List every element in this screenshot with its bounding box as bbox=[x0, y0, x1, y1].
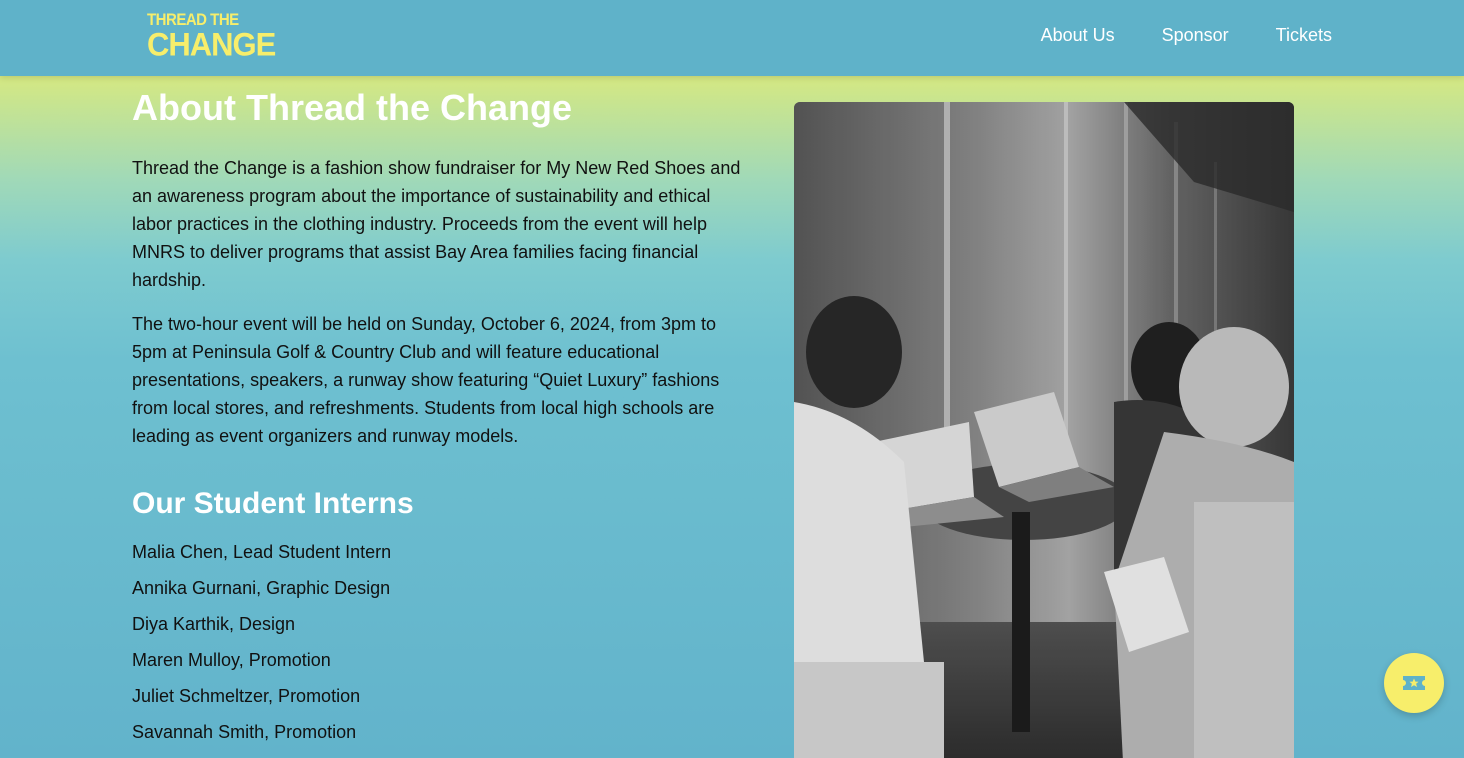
main-nav bbox=[1041, 25, 1332, 46]
list-item: Malia Chen, Lead Student Intern bbox=[132, 542, 392, 562]
list-item: Annika Gurnani, Graphic Design bbox=[132, 578, 391, 598]
site-header bbox=[0, 0, 1464, 76]
students-photo bbox=[794, 102, 1294, 758]
interns-list bbox=[132, 534, 752, 750]
nav-about-us[interactable]: About Us bbox=[1040, 25, 1115, 45]
interns-heading: Our Student Interns bbox=[132, 487, 414, 520]
logo-line-1: THREAD THE bbox=[147, 10, 239, 30]
ticket-fab-button[interactable] bbox=[1384, 653, 1444, 713]
site-logo[interactable] bbox=[147, 10, 276, 63]
nav-sponsor[interactable]: Sponsor bbox=[1161, 25, 1229, 45]
about-paragraph-1: Thread the Change is a fashion show fundraiser for My New Red Shoes and an awareness program about the importance of sustainability and ethical labor practices in the clothing industry. Proceeds from the event will help MNRS to deliver programs that assist Bay Area families facing financial hardship. bbox=[132, 158, 741, 290]
list-item: Maren Mulloy, Promotion bbox=[132, 650, 331, 670]
about-section bbox=[132, 86, 752, 750]
page-title: About Thread the Change bbox=[132, 87, 572, 128]
nav-tickets[interactable]: Tickets bbox=[1275, 25, 1332, 45]
logo-line-2: CHANGE bbox=[147, 25, 276, 63]
ticket-icon bbox=[1401, 672, 1427, 694]
about-paragraph-2: The two-hour event will be held on Sunday, October 6, 2024, from 3pm to 5pm at Peninsula Golf & Country Club and will feature educational presentations, speakers, a runway show featuring “Quiet Luxury” fashions from local stores, and refreshments. Students from local high schools are leading as event organizers and runway models. bbox=[132, 314, 720, 446]
list-item: Savannah Smith, Promotion bbox=[132, 722, 357, 742]
photo-students-at-laptops bbox=[794, 102, 1294, 758]
list-item: Diya Karthik, Design bbox=[132, 614, 296, 634]
list-item: Juliet Schmeltzer, Promotion bbox=[132, 686, 361, 706]
